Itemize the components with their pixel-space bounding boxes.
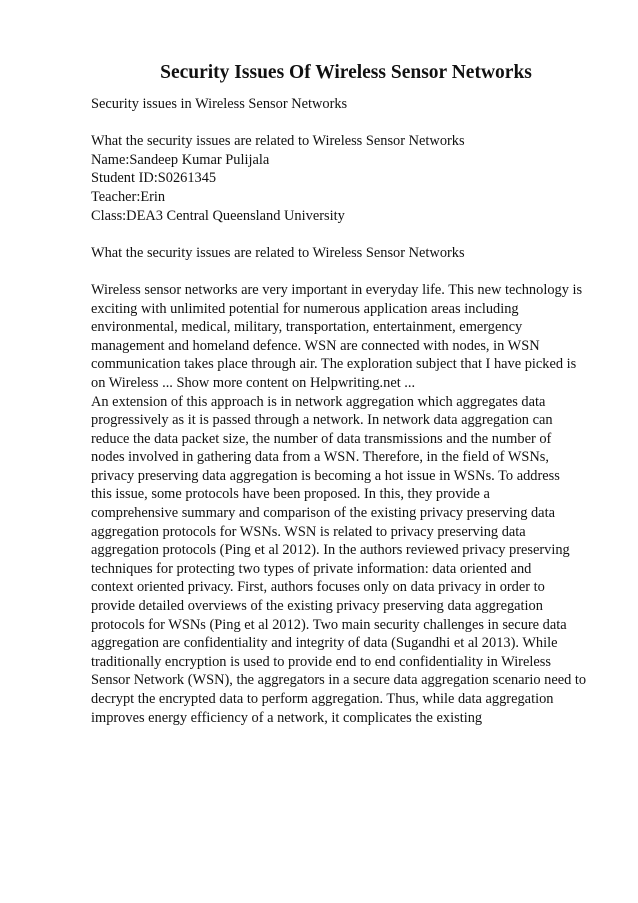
- paragraph-line: reduce the data packet size, the number of data transmissions and the number of: [91, 430, 552, 447]
- paragraph-line: techniques for protecting two types of private information: data oriented and: [91, 560, 532, 577]
- paragraph-line: improves energy efficiency of a network, it complicates the existing: [91, 709, 483, 726]
- info-student-id-line: Student ID:S0261345: [91, 170, 217, 187]
- document-subtitle: Security issues in Wireless Sensor Networks: [91, 96, 348, 112]
- info-name-line: Name:Sandeep Kumar Pulijala: [91, 151, 270, 168]
- paragraph-line: this issue, some protocols have been proposed. In this, they provide a: [91, 486, 490, 503]
- paragraph-line: privacy preserving data aggregation is becoming a hot issue in WSNs. To address: [91, 467, 560, 484]
- paragraph-line: context oriented privacy. First, authors focuses only on data privacy in order to: [91, 579, 545, 596]
- spacer: [91, 225, 601, 244]
- paragraph-line: decrypt the encrypted data to perform aggregation. Thus, while data aggregation: [91, 691, 554, 707]
- paragraph-line: nodes involved in gathering data from a WSN. Therefore, in the field of WSNs,: [91, 449, 549, 466]
- info-topic-line: What the security issues are related to Wireless Sensor Networks: [91, 133, 465, 150]
- body-paragraph-1: [91, 281, 601, 393]
- paragraph-line: management and homeland defence. WSN are connected with nodes, in WSN: [91, 337, 540, 354]
- document-title: Security Issues Of Wireless Sensor Networks: [160, 62, 532, 83]
- paragraph-line: aggregation are confidentiality and integrity of data (Sugandhi et al 2013). While: [91, 635, 558, 652]
- spacer: [91, 114, 601, 133]
- paragraph-line: comprehensive summary and comparison of the existing privacy preserving data: [91, 505, 555, 522]
- document-page: [91, 60, 601, 727]
- paragraph-line: traditionally encryption is used to provide end to end confidentiality in Wireless: [91, 653, 551, 670]
- info-teacher-line: Teacher:Erin: [91, 188, 166, 205]
- paragraph-line: protocols for WSNs (Ping et al 2012). Two main security challenges in secure data: [91, 616, 567, 633]
- paragraph-line: An extension of this approach is in network aggregation which aggregates data: [91, 393, 546, 410]
- info-class-line: Class:DEA3 Central Queensland University: [91, 207, 345, 224]
- paragraph-line: Wireless sensor networks are very important in everyday life. This new technology is: [91, 281, 583, 298]
- paragraph-line: communication takes place through air. The exploration subject that I have picked is: [91, 356, 577, 373]
- paragraph-line: aggregation protocols for WSNs. WSN is related to privacy preserving data: [91, 523, 526, 540]
- paragraph-line: Sensor Network (WSN), the aggregators in a secure data aggregation scenario need to: [91, 672, 587, 689]
- paragraph-line: environmental, medical, military, transportation, entertainment, emergency: [91, 319, 523, 336]
- spacer: [91, 262, 601, 281]
- body-paragraph-2: [91, 393, 601, 728]
- question-heading: What the security issues are related to Wireless Sensor Networks: [91, 244, 465, 261]
- paragraph-line: progressively as it is passed through a network. In network data aggregation can: [91, 412, 553, 429]
- paragraph-line: aggregation protocols (Ping et al 2012). In the authors reviewed privacy preserving: [91, 542, 570, 559]
- paragraph-line: on Wireless ... Show more content on Helpwriting.net ...: [91, 374, 416, 391]
- student-info-block: [91, 132, 601, 225]
- paragraph-line: exciting with unlimited potential for numerous application areas including: [91, 300, 519, 317]
- paragraph-line: provide detailed overviews of the existing privacy preserving data aggregation: [91, 598, 543, 615]
